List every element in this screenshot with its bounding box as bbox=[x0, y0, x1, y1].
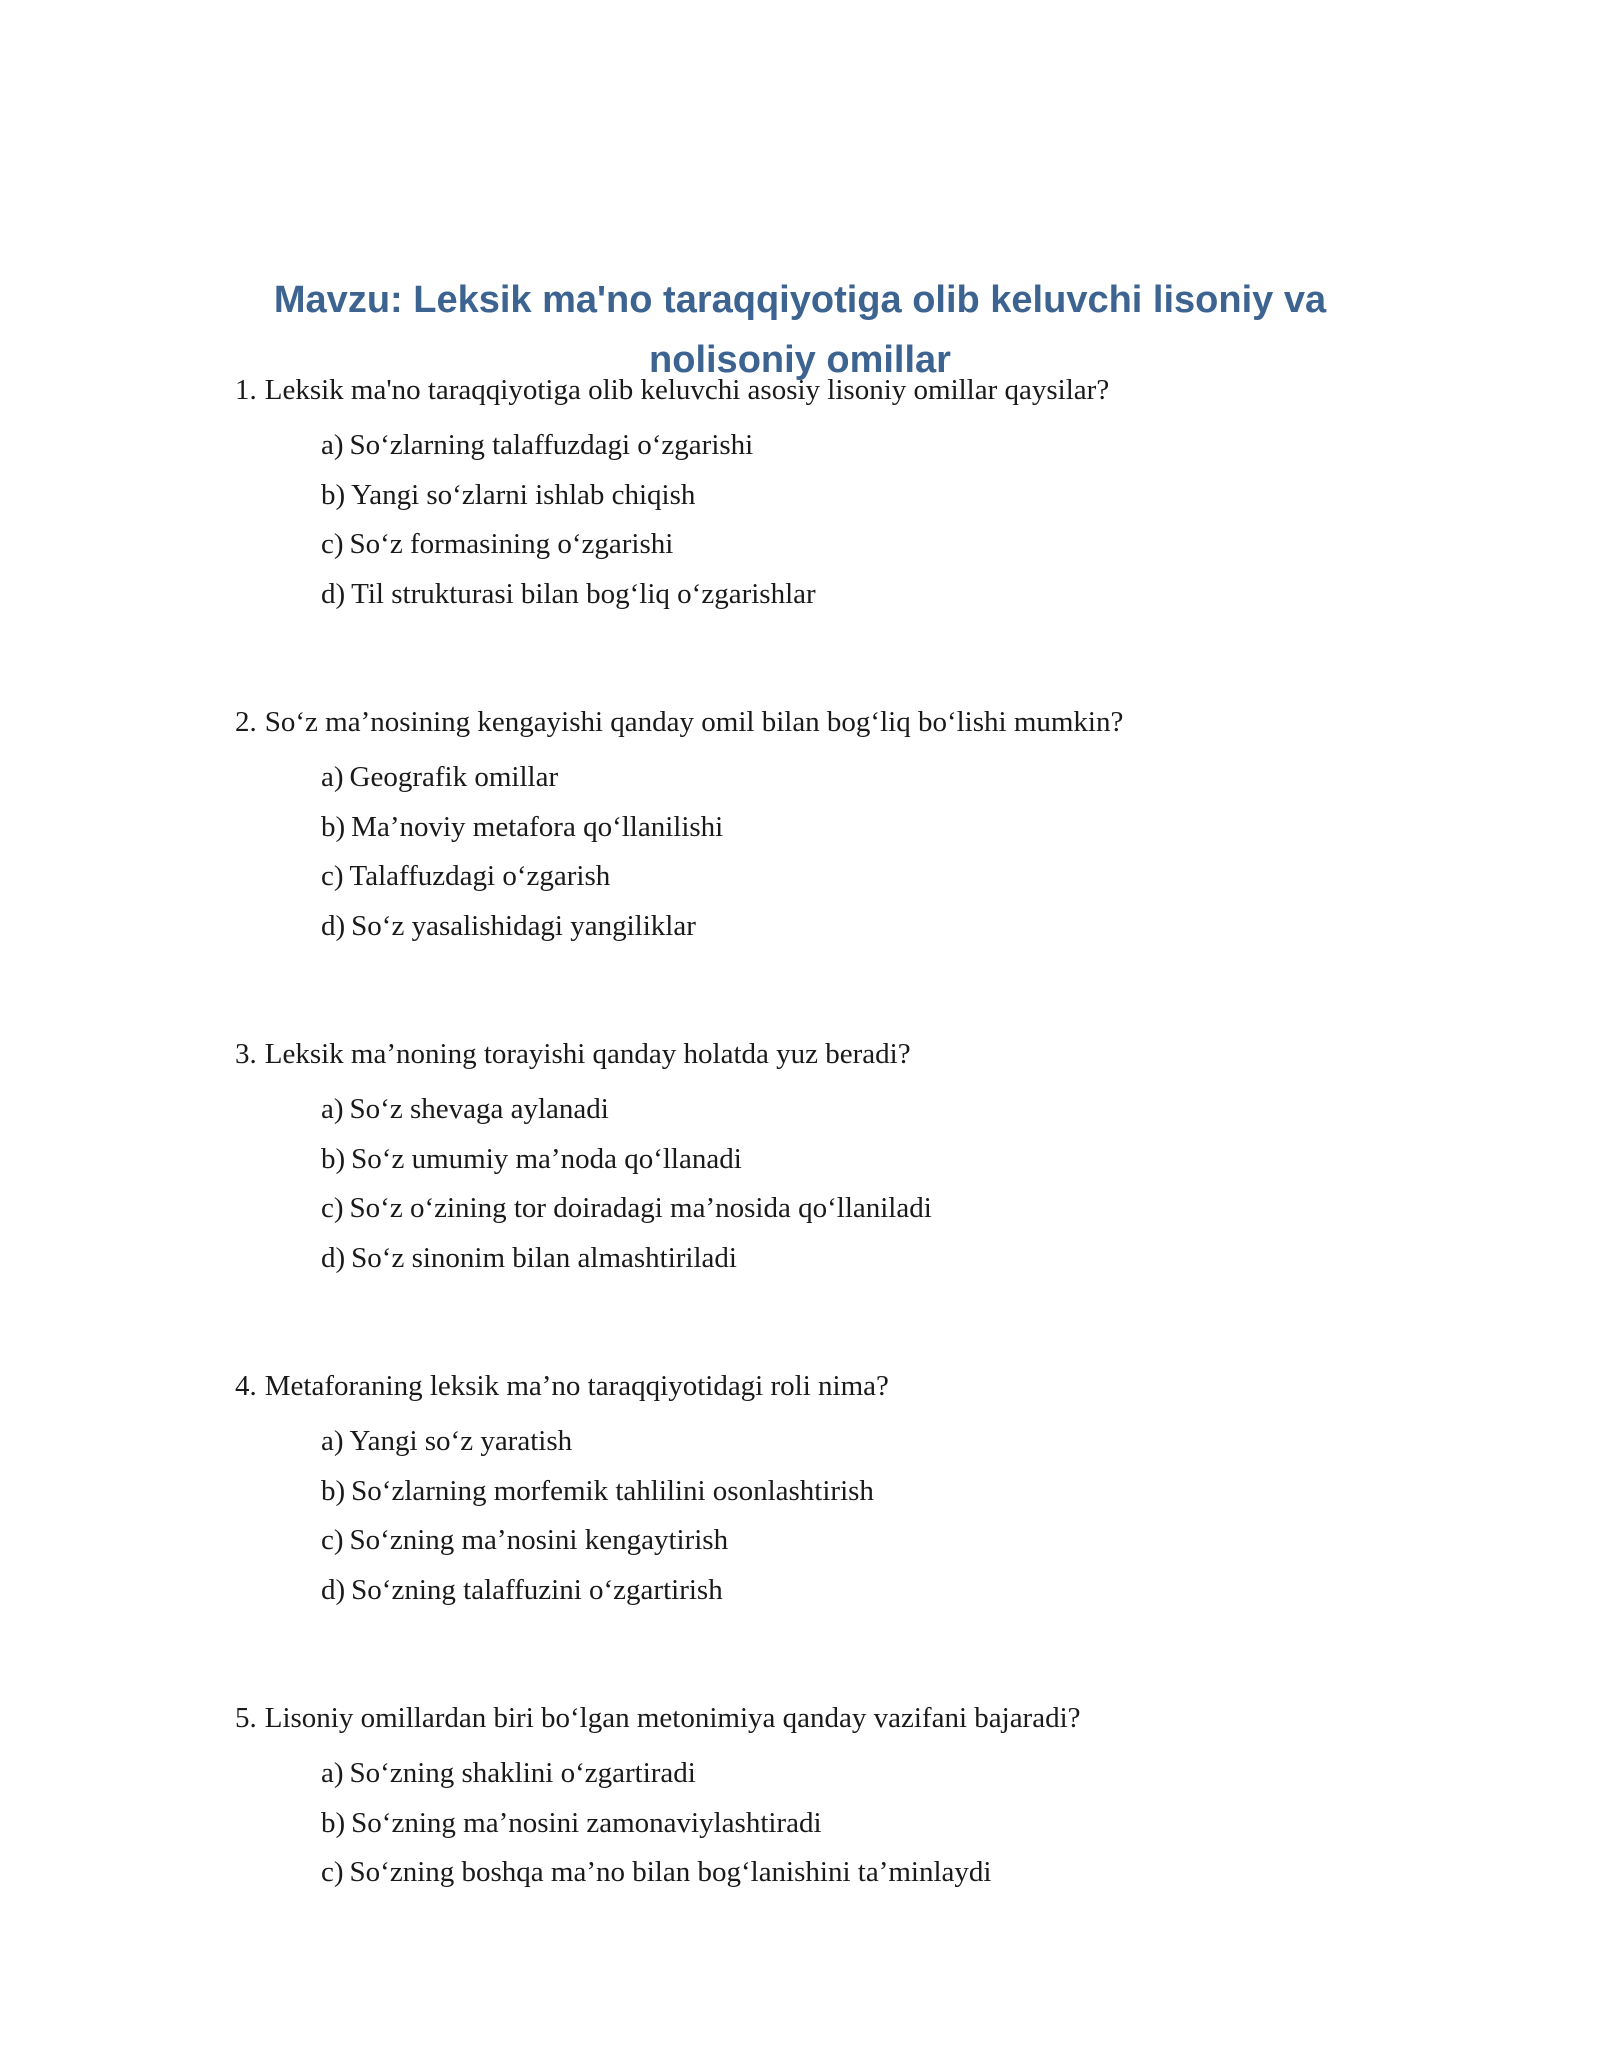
question-list bbox=[235, 365, 1435, 1898]
question-label: Leksik ma’noning torayishi qanday holatda yuz beradi? bbox=[264, 1038, 911, 1070]
option-letter: b) bbox=[321, 1142, 346, 1175]
answer-option bbox=[321, 1566, 1435, 1616]
answer-option bbox=[321, 570, 1435, 620]
option-text: So‘z o‘zining tor doiradagi ma’nosida qo‘llaniladi bbox=[349, 1192, 932, 1224]
option-text: So‘z sinonim bilan almashtiriladi bbox=[351, 1241, 737, 1274]
question-text bbox=[235, 1361, 1435, 1411]
option-letter: d) bbox=[321, 577, 346, 610]
answer-option bbox=[321, 1516, 1435, 1566]
answer-option bbox=[321, 1234, 1435, 1284]
question-block bbox=[235, 365, 1435, 619]
option-text: So‘z umumiy ma’noda qo‘llanadi bbox=[351, 1142, 742, 1175]
option-letter: b) bbox=[321, 1806, 346, 1839]
option-text: So‘zning ma’nosini zamonaviylashtiradi bbox=[351, 1806, 822, 1839]
option-letter: b) bbox=[321, 1474, 346, 1507]
option-text: Geografik omillar bbox=[349, 761, 559, 793]
question-label: Metaforaning leksik ma’no taraqqiyotidagi roli nima? bbox=[264, 1370, 889, 1402]
answer-option bbox=[321, 471, 1435, 521]
option-text: So‘zning ma’nosini kengaytirish bbox=[349, 1524, 729, 1556]
answer-option bbox=[321, 1184, 1435, 1234]
option-letter: c) bbox=[321, 1524, 344, 1556]
question-block bbox=[235, 1029, 1435, 1283]
option-letter: d) bbox=[321, 1573, 346, 1606]
option-text: Til strukturasi bilan bog‘liq o‘zgarishlar bbox=[351, 577, 816, 610]
answer-option bbox=[321, 1135, 1435, 1185]
option-text: Ma’noviy metafora qo‘llanilishi bbox=[351, 810, 724, 843]
option-text: So‘z yasalishidagi yangiliklar bbox=[351, 909, 696, 942]
answer-option bbox=[321, 1467, 1435, 1517]
option-text: So‘z shevaga aylanadi bbox=[349, 1093, 609, 1125]
question-block bbox=[235, 697, 1435, 951]
option-letter: c) bbox=[321, 860, 344, 892]
option-text: Yangi so‘zlarni ishlab chiqish bbox=[351, 478, 696, 511]
option-text: So‘zning shaklini o‘zgartiradi bbox=[349, 1757, 696, 1789]
question-number: 1. bbox=[235, 374, 257, 406]
option-text: So‘zning talaffuzini o‘zgartirish bbox=[351, 1573, 723, 1606]
option-letter: a) bbox=[321, 1093, 344, 1125]
option-text: Talaffuzdagi o‘zgarish bbox=[349, 860, 611, 892]
question-text bbox=[235, 697, 1435, 747]
option-letter: d) bbox=[321, 909, 346, 942]
question-number: 5. bbox=[235, 1702, 257, 1734]
question-block bbox=[235, 1361, 1435, 1615]
answer-option bbox=[321, 852, 1435, 902]
option-letter: a) bbox=[321, 429, 344, 461]
question-number: 3. bbox=[235, 1038, 257, 1070]
option-letter: d) bbox=[321, 1241, 346, 1274]
option-text: So‘z formasining o‘zgarishi bbox=[349, 528, 674, 560]
answer-option bbox=[321, 753, 1435, 803]
answer-option bbox=[321, 1749, 1435, 1799]
option-letter: b) bbox=[321, 478, 346, 511]
option-list bbox=[235, 1085, 1435, 1283]
answer-option bbox=[321, 520, 1435, 570]
answer-option bbox=[321, 1848, 1435, 1898]
answer-option bbox=[321, 421, 1435, 471]
answer-option bbox=[321, 803, 1435, 853]
question-number: 2. bbox=[235, 706, 257, 738]
question-text bbox=[235, 1029, 1435, 1079]
question-text bbox=[235, 365, 1435, 415]
option-text: So‘zning boshqa ma’no bilan bog‘lanishini ta’minlaydi bbox=[349, 1856, 992, 1888]
option-letter: a) bbox=[321, 1425, 344, 1457]
answer-option bbox=[321, 1417, 1435, 1467]
option-list bbox=[235, 421, 1435, 619]
option-text: So‘zlarning talaffuzdagi o‘zgarishi bbox=[349, 429, 754, 461]
question-label: Leksik ma'no taraqqiyotiga olib keluvchi asosiy lisoniy omillar qaysilar? bbox=[264, 374, 1110, 406]
title-line-2: nolisoniy omillar bbox=[649, 339, 951, 382]
option-list bbox=[235, 1417, 1435, 1615]
question-number: 4. bbox=[235, 1370, 257, 1402]
option-letter: c) bbox=[321, 1856, 344, 1888]
title-line-1: Mavzu: Leksik ma'no taraqqiyotiga olib keluvchi lisoniy va bbox=[273, 279, 1327, 322]
answer-option bbox=[321, 1799, 1435, 1849]
option-text: So‘zlarning morfemik tahlilini osonlashtirish bbox=[351, 1474, 874, 1507]
option-list bbox=[235, 1749, 1435, 1898]
option-letter: b) bbox=[321, 810, 346, 843]
option-list bbox=[235, 753, 1435, 951]
option-letter: a) bbox=[321, 1757, 344, 1789]
answer-option bbox=[321, 1085, 1435, 1135]
option-letter: c) bbox=[321, 1192, 344, 1224]
question-block bbox=[235, 1693, 1435, 1898]
question-label: So‘z ma’nosining kengayishi qanday omil bilan bog‘liq bo‘lishi mumkin? bbox=[264, 706, 1124, 738]
answer-option bbox=[321, 902, 1435, 952]
question-label: Lisoniy omillardan biri bo‘lgan metonimiya qanday vazifani bajaradi? bbox=[264, 1702, 1081, 1734]
option-text: Yangi so‘z yaratish bbox=[349, 1425, 573, 1457]
option-letter: a) bbox=[321, 761, 344, 793]
question-text bbox=[235, 1693, 1435, 1743]
option-letter: c) bbox=[321, 528, 344, 560]
